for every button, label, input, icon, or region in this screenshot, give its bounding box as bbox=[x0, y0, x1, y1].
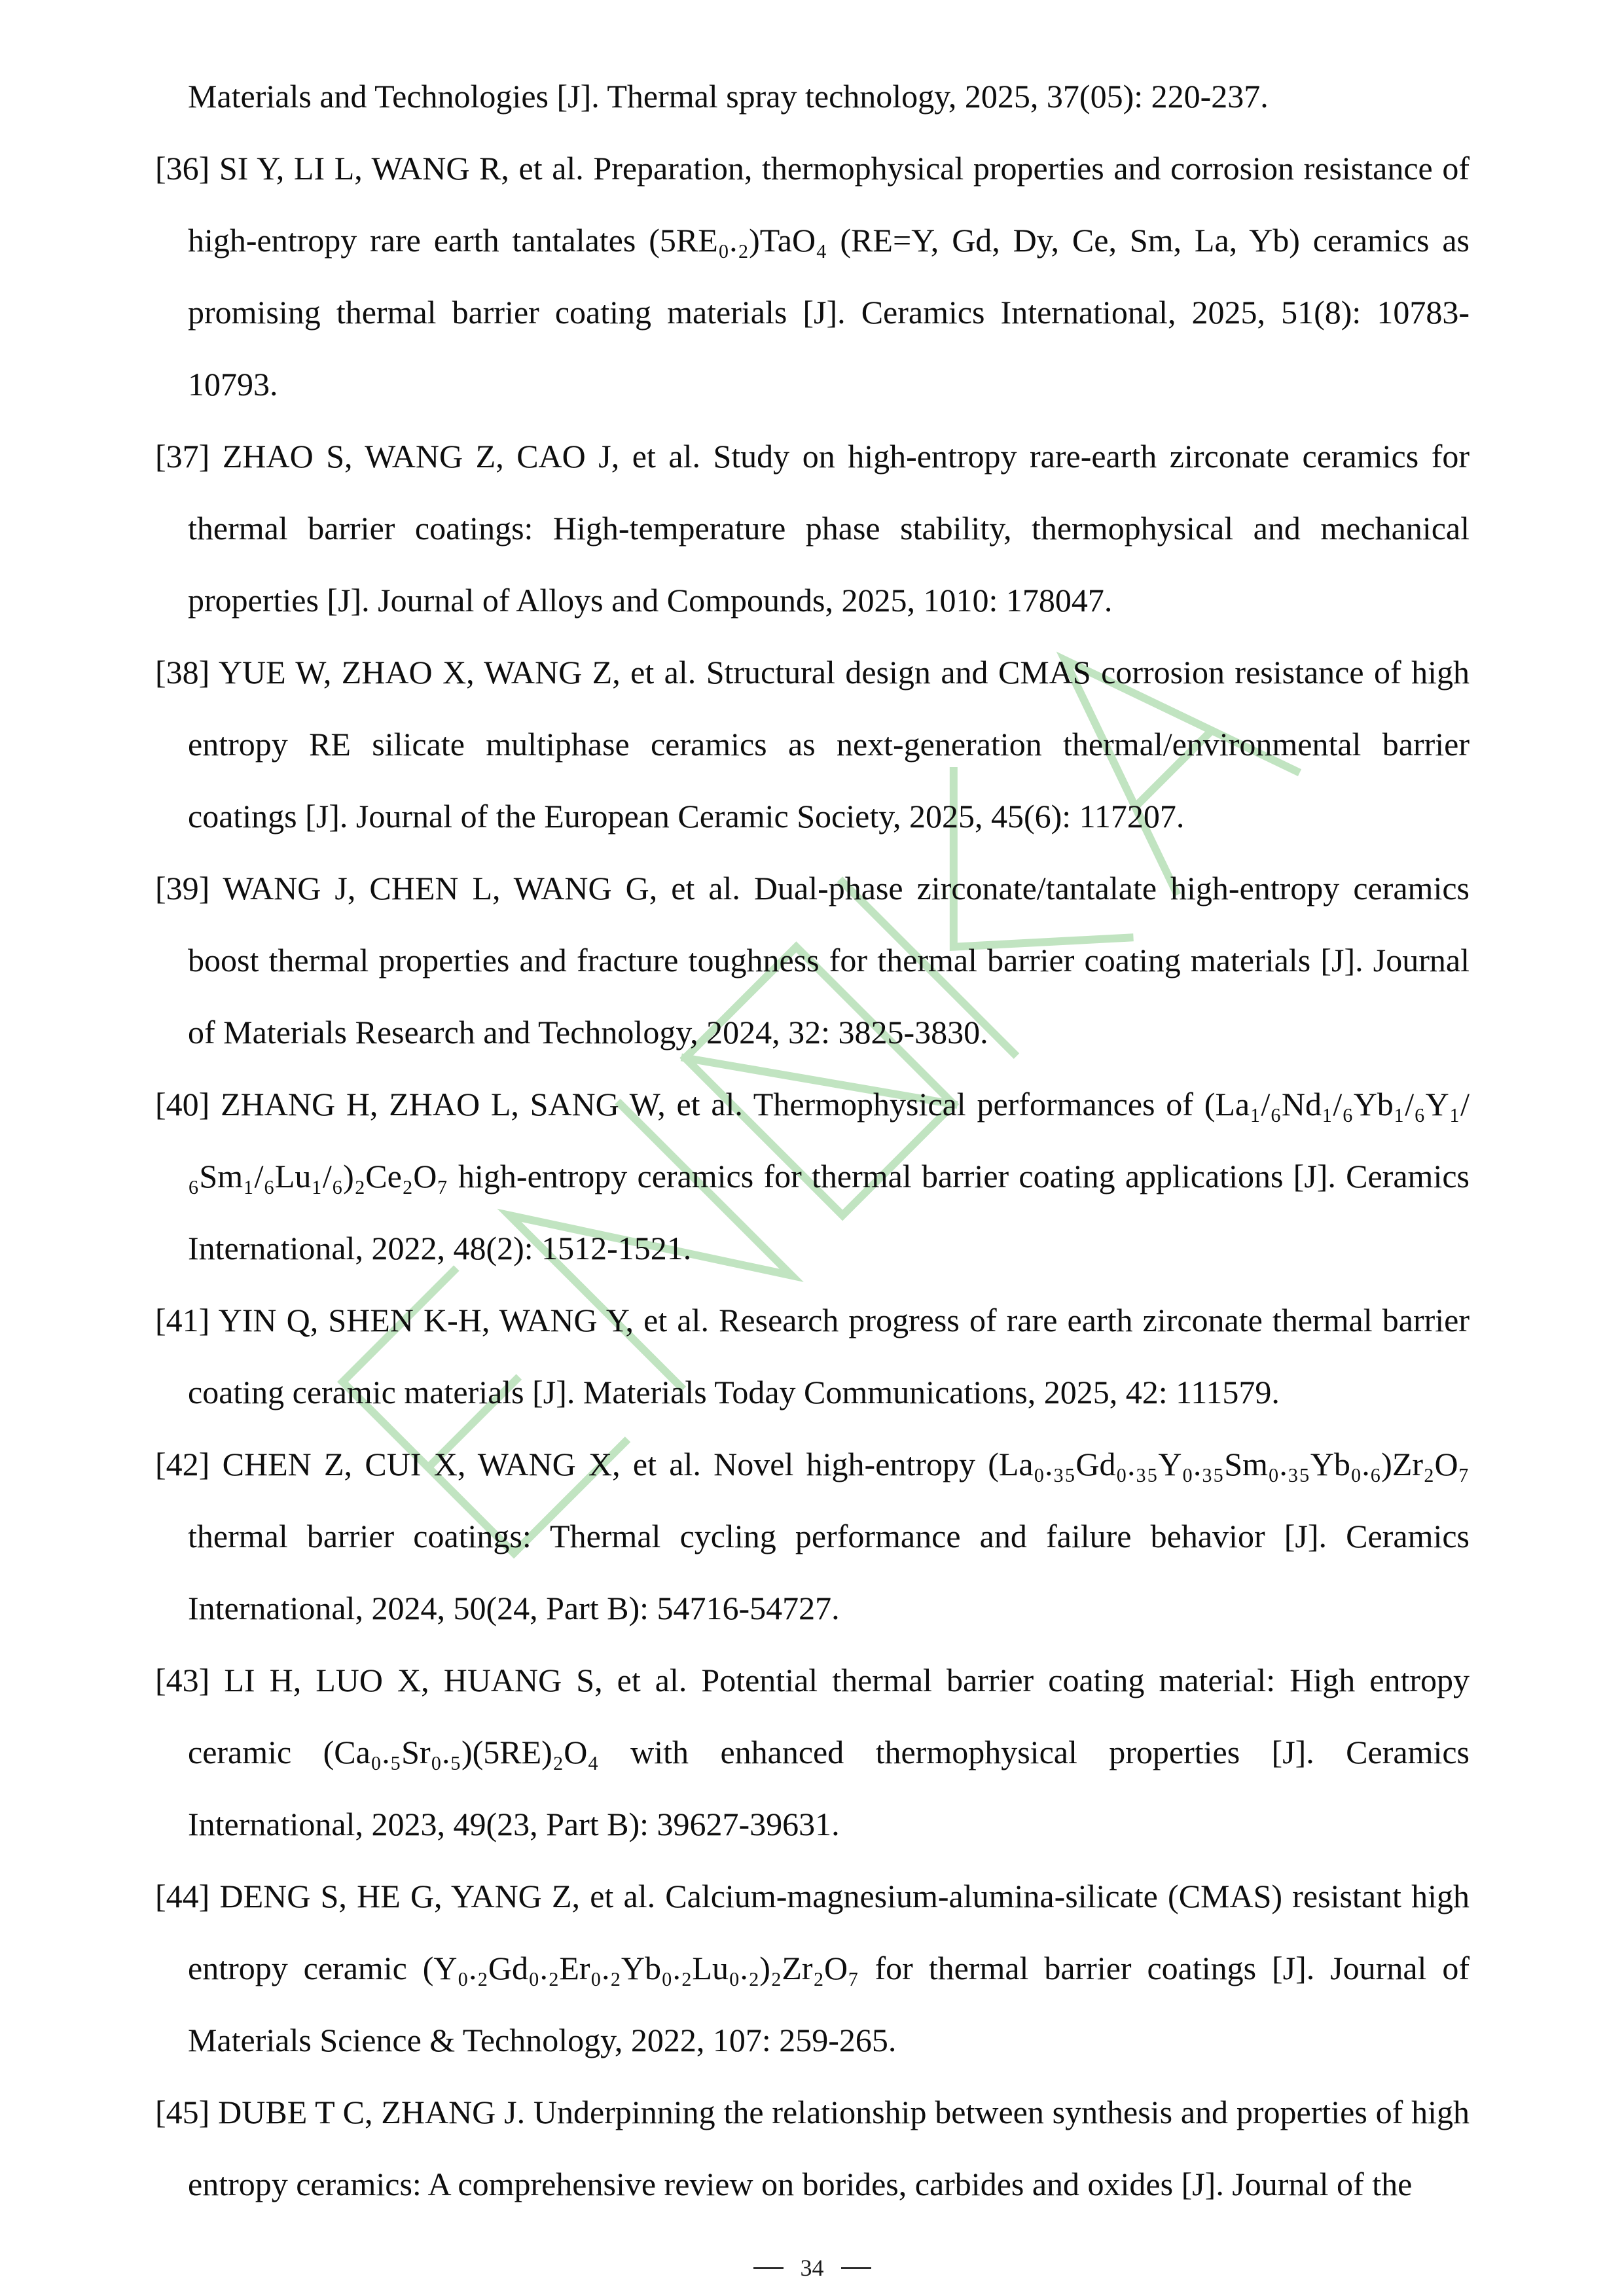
reference-number: [40] bbox=[155, 1086, 210, 1122]
reference-number: [41] bbox=[155, 1302, 210, 1338]
reference-text: YIN Q, SHEN K-H, WANG Y, et al. Research progress of rare earth zirconate thermal barrier coating ceramic materials [J]. Materials Today Communications, 2025, 42: 111579. bbox=[188, 1302, 1470, 1410]
reference-item-43 bbox=[155, 1644, 1470, 1860]
reference-number: [44] bbox=[155, 1878, 210, 1914]
reference-item-36 bbox=[155, 132, 1470, 420]
reference-number: [39] bbox=[155, 870, 210, 906]
reference-item-42 bbox=[155, 1428, 1470, 1644]
reference-text: DUBE T C, ZHANG J. Underpinning the relationship between synthesis and properties of high entropy ceramics: A comprehensive review on borides, carbides and oxides [J]. Journal of the bbox=[188, 2094, 1470, 2202]
reference-text: CHEN Z, CUI X, WANG X, et al. Novel high-entropy (La₀.₃₅Gd₀.₃₅Y₀.₃₅Sm₀.₃₅Yb₀.₆)Zr₂O₇ thermal barrier coatings: Thermal cycling performance and failure behavior [J]. Ceramics International, 2024, 50(24, Part B): 54716-54727. bbox=[188, 1446, 1470, 1626]
reference-number: [43] bbox=[155, 1662, 210, 1698]
reference-text: SI Y, LI L, WANG R, et al. Preparation, thermophysical properties and corrosion resistance of high-entropy rare earth tantalates (5RE₀.₂)TaO₄ (RE=Y, Gd, Dy, Ce, Sm, La, Yb) ceramics as promising thermal barrier coating materials [J]. Ceramics International, 2025, 51(8): 10783-10793. bbox=[188, 150, 1470, 403]
reference-item-41 bbox=[155, 1284, 1470, 1428]
reference-text: ZHANG H, ZHAO L, SANG W, et al. Thermophysical performances of (La₁/₆Nd₁/₆Yb₁/₆Y₁/₆Sm₁/₆Lu₁/₆)₂Ce₂O₇ high-entropy ceramics for thermal barrier coating applications [J]. Ceramics International, 2022, 48(2): 1512-1521. bbox=[188, 1086, 1470, 1266]
reference-item-44 bbox=[155, 1860, 1470, 2076]
reference-text: DENG S, HE G, YANG Z, et al. Calcium-magnesium-alumina-silicate (CMAS) resistant high entropy ceramic (Y₀.₂Gd₀.₂Er₀.₂Yb₀.₂Lu₀.₂)₂Zr₂O₇ for thermal barrier coatings [J]. Journal of Materials Science & Technology, 2022, 107: 259-265. bbox=[188, 1878, 1470, 2058]
reference-text: YUE W, ZHAO X, WANG Z, et al. Structural design and CMAS corrosion resistance of high entropy RE silicate multiphase ceramics as next-generation thermal/environmental barrier coatings [J]. Journal of the European Ceramic Society, 2025, 45(6): 117207. bbox=[188, 654, 1470, 834]
reference-text: ZHAO S, WANG Z, CAO J, et al. Study on high-entropy rare-earth zirconate ceramics for thermal barrier coatings: High-temperature phase stability, thermophysical and mechanical properties [J]. Journal of Alloys and Compounds, 2025, 1010: 178047. bbox=[188, 438, 1470, 619]
reference-item-39 bbox=[155, 852, 1470, 1068]
reference-number: [38] bbox=[155, 654, 210, 691]
reference-number: [37] bbox=[155, 438, 210, 475]
reference-number: [36] bbox=[155, 150, 210, 187]
reference-continuation-line: Materials and Technologies [J]. Thermal spray technology, 2025, 37(05): 220-237. bbox=[188, 78, 1269, 115]
references-section bbox=[155, 60, 1470, 2220]
reference-item-37 bbox=[155, 420, 1470, 636]
page-footer bbox=[0, 2254, 1624, 2282]
footer-right-rule bbox=[841, 2267, 871, 2269]
reference-text: LI H, LUO X, HUANG S, et al. Potential thermal barrier coating material: High entropy ceramic (Ca₀.₅Sr₀.₅)(5RE)₂O₄ with enhanced thermophysical properties [J]. Ceramics International, 2023, 49(23, Part B): 39627-39631. bbox=[188, 1662, 1470, 1842]
reference-item-45 bbox=[155, 2076, 1470, 2220]
footer-left-rule bbox=[753, 2267, 784, 2269]
page-number: 34 bbox=[800, 2255, 824, 2281]
reference-number: [45] bbox=[155, 2094, 210, 2130]
reference-item-38 bbox=[155, 636, 1470, 852]
reference-text: WANG J, CHEN L, WANG G, et al. Dual-phase zirconate/tantalate high-entropy ceramics boost thermal properties and fracture toughness for thermal barrier coating materials [J]. Journal of Materials Research and Technology, 2024, 32: 3825-3830. bbox=[188, 870, 1470, 1050]
reference-item-40 bbox=[155, 1068, 1470, 1284]
reference-number: [42] bbox=[155, 1446, 210, 1482]
